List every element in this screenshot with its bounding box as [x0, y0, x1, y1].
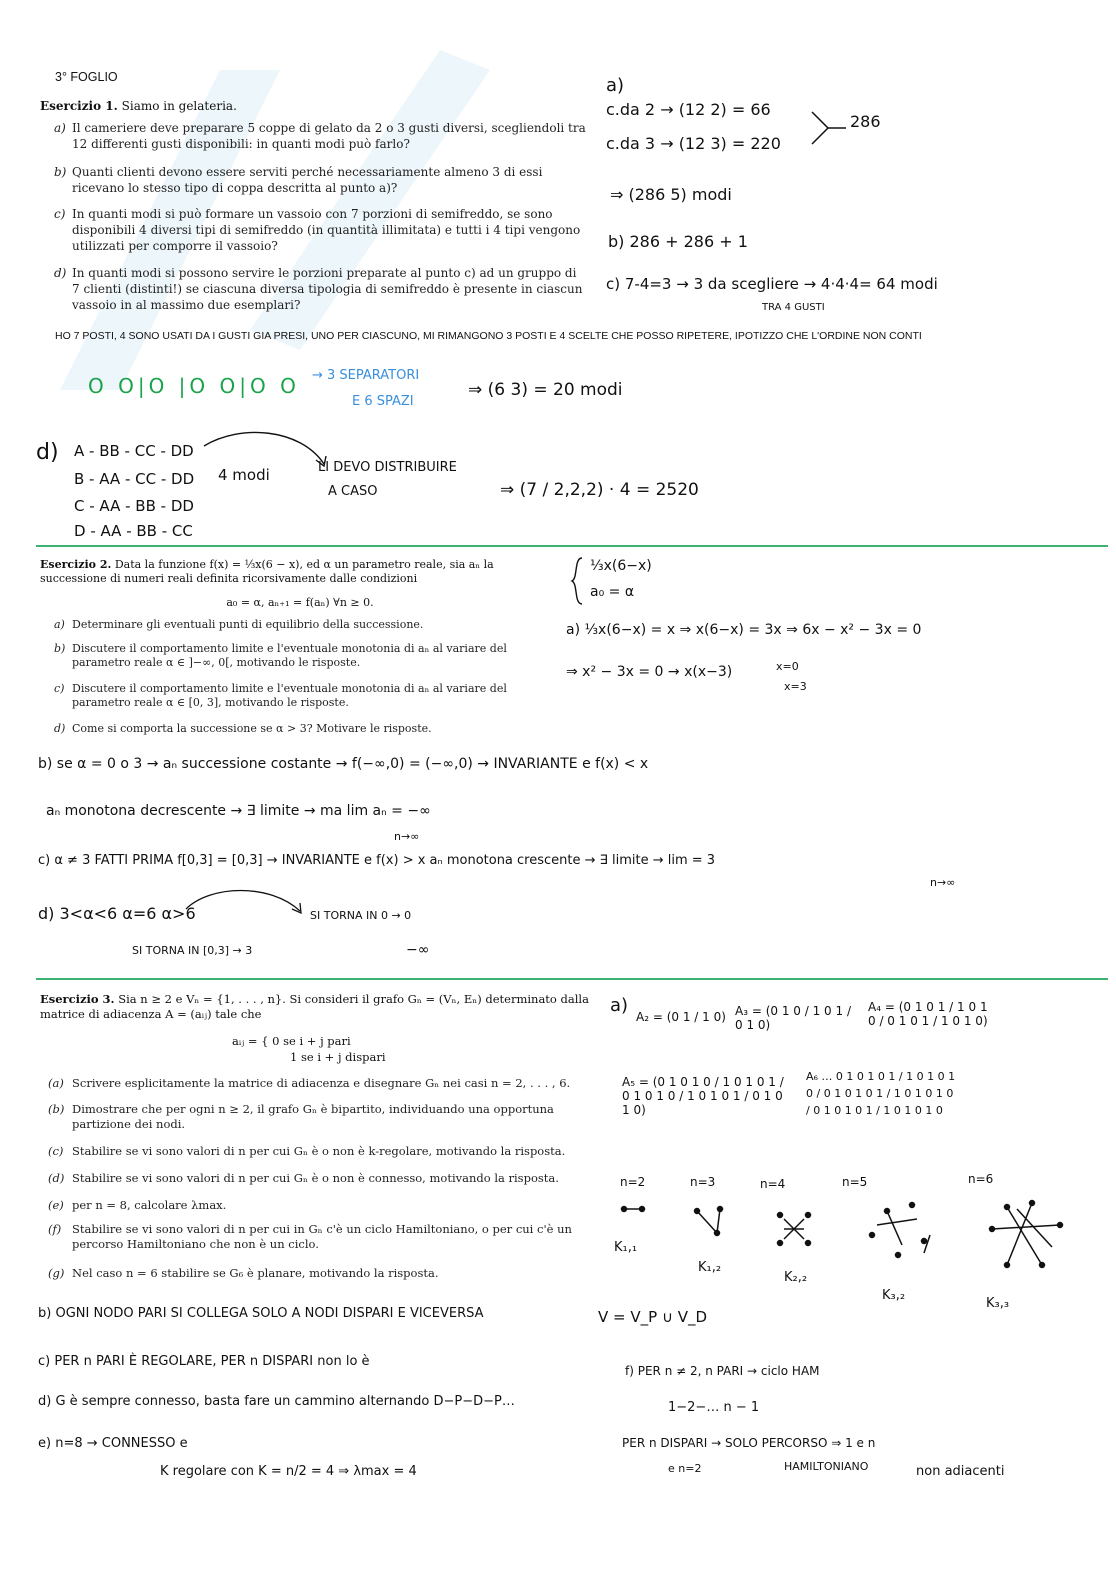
- system-brace-icon: [570, 556, 586, 606]
- item-text: Scrivere esplicitamente la matrice di adiacenza e disegnare Gₙ nei casi n = 2, . . . , 6.: [72, 1076, 571, 1090]
- ex2-hand-d: d) 3<α<6 α=6 α>6: [38, 904, 196, 923]
- exercise-2-item-a: [54, 618, 552, 632]
- item-text: Come si comporta la successione se α > 3? Motivare le risposte.: [72, 722, 432, 735]
- item-label: (a): [48, 1076, 64, 1090]
- item-text: Nel caso n = 6 stabilire se G₆ è planare, motivando la risposta.: [72, 1266, 439, 1280]
- ex3-hand-a-label: a): [610, 995, 629, 1016]
- ex3-hand-f6: non adiacenti: [916, 1464, 1005, 1479]
- item-text: Discutere il comportamento limite e l'eventuale monotonia di aₙ al variare del parametro reale α ∈ [0, 3], motivando le risposte.: [72, 682, 507, 709]
- ex3-hand-d: d) G è sempre connesso, basta fare un cammino alternando D−P−D−P…: [38, 1394, 515, 1409]
- exercise-2-item-d: [54, 722, 552, 736]
- exercise-3-title: Esercizio 3.: [40, 992, 115, 1006]
- graph-k-n2: K₁,₁: [614, 1240, 638, 1255]
- exercise-3-item-c: [48, 1144, 594, 1159]
- ex2-hand-d-r3: −∞: [406, 942, 430, 958]
- exercise-3-heading: [40, 992, 596, 1022]
- ex3-hand-f2: 1−2−… n − 1: [668, 1400, 760, 1415]
- item-label: c): [54, 682, 65, 695]
- exercise-3-formula-1: aᵢⱼ = { 0 se i + j pari: [232, 1034, 351, 1048]
- ex1-hand-a-line1: c.da 2 → (12 2) = 66: [606, 100, 771, 119]
- item-label: (f): [48, 1222, 62, 1236]
- arrow-icon: [180, 885, 310, 921]
- ex1-hand-a-label: a): [606, 75, 625, 96]
- item-text: Discutere il comportamento limite e l'eventuale monotonia di aₙ al variare del parametro reale α ∈ ]−∞, 0[, motivando le risposte.: [72, 642, 507, 669]
- exercise-1-heading: [40, 98, 590, 114]
- item-text: Stabilire se vi sono valori di n per cui Gₙ è o non è connesso, motivando la risposta.: [72, 1171, 559, 1185]
- ex1-hand-a-result: ⇒ (286 5) modi: [610, 185, 732, 204]
- section-divider: [36, 978, 1108, 980]
- section-divider: [36, 545, 1108, 547]
- ex2-hand-b2-sub: n→∞: [394, 830, 420, 843]
- matrix-a2: A₂ = (0 1 / 1 0): [636, 1010, 726, 1024]
- ex3-hand-b: b) OGNI NODO PARI SI COLLEGA SOLO A NODI DISPARI E VICEVERSA: [38, 1306, 484, 1321]
- item-text: Quanti clienti devono essere serviti perché necessariamente almeno 3 di essi ricevano lo stesso tipo di coppa descritta al punto a)?: [72, 165, 543, 195]
- item-label: b): [54, 642, 66, 655]
- ex1-hand-a-sum: 286: [850, 112, 881, 131]
- item-text: per n = 8, calcolare λmax.: [72, 1198, 227, 1212]
- ex2-hand-a-x3: x=3: [784, 680, 807, 693]
- item-text: Dimostrare che per ogni n ≥ 2, il grafo Gₙ è bipartito, individuando una opportuna partizione dei nodi.: [72, 1102, 554, 1131]
- ex1-note: HO 7 POSTI, 4 SONO USATI DA I GUSTI GIA PRESI, UNO PER CIASCUNO, MI RIMANGONO 3 POSTI E 4 SCELTE CHE POSSO RIPETERE, IPOTIZZO CHE L'ORDINE NON CONTI: [55, 330, 922, 342]
- item-label: a): [54, 618, 65, 631]
- item-label: d): [54, 722, 66, 735]
- exercise-3-intro: Sia n ≥ 2 e Vₙ = {1, . . . , n}. Si consideri il grafo Gₙ = (Vₙ, Eₙ) determinato dalla matrice di adiacenza A = (aᵢⱼ) tale che: [40, 992, 589, 1021]
- ex1-hand-c-sub: TRA 4 GUSTI: [762, 302, 825, 313]
- ex1-hand-d-line-4: D - AA - BB - CC: [74, 522, 193, 540]
- exercise-3-item-e: [48, 1198, 594, 1213]
- graph-label-n6: n=6: [968, 1172, 994, 1186]
- item-label: b): [54, 165, 67, 179]
- graph-k-n4: K₂,₂: [784, 1270, 808, 1285]
- matrix-a4: A₄ = (0 1 0 1 / 1 0 1 0 / 0 1 0 1 / 1 0 1 0): [868, 1000, 988, 1028]
- ex1-hand-d-modi: 4 modi: [218, 466, 270, 484]
- item-text: In quanti modi si possono servire le porzioni preparate al punto c) ad un gruppo di 7 clienti (distinti!) se ciascuna diversa tipologia di semifreddo è presente in ciascun vassoio in al massimo due esemplari?: [72, 266, 583, 312]
- exercise-2-intro: Data la funzione f(x) = ⅓x(6 − x), ed α un parametro reale, sia aₙ la successione di numeri reali definita ricorsivamente dalle condizioni: [40, 558, 494, 585]
- matrix-a3: A₃ = (0 1 0 / 1 0 1 / 0 1 0): [735, 1004, 851, 1032]
- ex1-hand-d-line-2: B - AA - CC - DD: [74, 470, 195, 488]
- page-title: 3° FOGLIO: [55, 70, 118, 84]
- graph-sketches: [612, 1195, 1082, 1285]
- item-label: (g): [48, 1266, 65, 1280]
- ex2-hand-a2: ⇒ x² − 3x = 0 → x(x−3): [566, 664, 733, 680]
- exercise-1-item-d: [54, 265, 587, 313]
- brace-icon: [810, 108, 850, 148]
- exercise-2-title: Esercizio 2.: [40, 558, 112, 571]
- ex2-hand-b1: b) se α = 0 o 3 → aₙ successione costante → f(−∞,0) = (−∞,0) → INVARIANTE e f(x) < x: [38, 756, 649, 772]
- ex1-hand-d-result: ⇒ (7 / 2,2,2) · 4 = 2520: [500, 480, 699, 500]
- matrix-a5: A₅ = (0 1 0 1 0 / 1 0 1 0 1 / 0 1 0 1 0 / 1 0 1 0 1 / 0 1 0 1 0): [622, 1075, 784, 1117]
- item-label: (d): [48, 1171, 65, 1185]
- item-label: (e): [48, 1198, 64, 1212]
- item-label: (b): [48, 1102, 65, 1116]
- graph-label-n2: n=2: [620, 1175, 646, 1189]
- exercise-1-intro: Siamo in gelateria.: [121, 99, 237, 113]
- exercise-3-item-f: [48, 1222, 594, 1252]
- separator-note-2: E 6 SPAZI: [352, 394, 414, 409]
- item-text: In quanti modi si può formare un vassoio con 7 porzioni di semifreddo, se sono disponibili 4 diversi tipi di semifreddo (in quantità illimitata) e tutti i 4 tipi vengono utilizzati per comporre il vassoio?: [72, 207, 581, 253]
- exercise-2-item-c: [54, 682, 552, 710]
- stars-and-bars: O O|O |O O|O O: [88, 374, 300, 398]
- exercise-1-title: Esercizio 1.: [40, 99, 118, 113]
- ex3-hand-f4: e n=2: [668, 1462, 702, 1475]
- exercise-3-formula-2: 1 se i + j dispari: [290, 1050, 386, 1064]
- ex2-hand-a1: a) ⅓x(6−x) = x ⇒ x(6−x) = 3x ⇒ 6x − x² − 3x = 0: [566, 622, 922, 638]
- ex2-hand-a-x0: x=0: [776, 660, 799, 673]
- item-label: (c): [48, 1144, 64, 1158]
- item-label: a): [54, 121, 66, 135]
- arrow-icon: [200, 428, 330, 472]
- ex2-hand-sys1: ⅓x(6−x): [590, 558, 652, 574]
- ex2-hand-sys2: a₀ = α: [590, 584, 635, 600]
- ex2-hand-d-r2: SI TORNA IN [0,3] → 3: [132, 944, 253, 957]
- ex1-hand-d-dist2: A CASO: [328, 484, 378, 499]
- ex3-hand-e2: K regolare con K = n/2 = 4 ⇒ λmax = 4: [160, 1464, 417, 1479]
- ex1-hand-d-line-3: C - AA - BB - DD: [74, 497, 194, 515]
- item-label: d): [54, 266, 67, 280]
- stars-result: ⇒ (6 3) = 20 modi: [468, 380, 623, 400]
- item-text: Il cameriere deve preparare 5 coppe di gelato da 2 o 3 gusti diversi, scegliendoli tra 12 differenti gusti disponibili: in quanti modi può farlo?: [72, 121, 586, 151]
- item-text: Stabilire se vi sono valori di n per cui in Gₙ c'è un ciclo Hamiltoniano, o per cui c'è un percorso Hamiltoniano che non è un ciclo.: [72, 1222, 572, 1251]
- ex3-hand-b-v: V = V_P ∪ V_D: [598, 1308, 707, 1326]
- ex1-hand-d-dist1: LI DEVO DISTRIBUIRE: [318, 460, 457, 475]
- item-text: Stabilire se vi sono valori di n per cui Gₙ è o non è k-regolare, motivando la risposta.: [72, 1144, 566, 1158]
- exercise-3-item-b: [48, 1102, 594, 1132]
- exercise-1-item-a: [54, 120, 587, 152]
- exercise-3-item-a: [48, 1076, 594, 1091]
- graph-label-n3: n=3: [690, 1175, 716, 1189]
- exercise-1-item-c: [54, 206, 587, 254]
- ex2-hand-d-r1: SI TORNA IN 0 → 0: [310, 909, 412, 922]
- exercise-3-item-d: [48, 1171, 594, 1186]
- matrix-a6: A₆ … 0 1 0 1 0 1 / 1 0 1 0 1 0 / 0 1 0 1 0 1 / 1 0 1 0 1 0 / 0 1 0 1 0 1 / 1 0 1 0 1 0: [806, 1070, 956, 1117]
- ex1-hand-a-line2: c.da 3 → (12 3) = 220: [606, 134, 781, 153]
- item-text: Determinare gli eventuali punti di equilibrio della successione.: [72, 618, 424, 631]
- ex1-hand-d-label: d): [36, 440, 59, 465]
- ex3-hand-e1: e) n=8 → CONNESSO e: [38, 1436, 188, 1451]
- ex2-hand-b2: aₙ monotona decrescente → ∃ limite → ma lim aₙ = −∞: [46, 803, 431, 819]
- graph-label-n5: n=5: [842, 1175, 868, 1189]
- exercise-3-item-g: [48, 1266, 594, 1281]
- separator-note-1: → 3 SEPARATORI: [312, 368, 420, 383]
- ex3-hand-f1: f) PER n ≠ 2, n PARI → ciclo HAM: [625, 1364, 820, 1378]
- graph-k-n5: K₃,₂: [882, 1288, 906, 1303]
- ex3-hand-f3: PER n DISPARI → SOLO PERCORSO ⇒ 1 e n: [622, 1436, 876, 1450]
- ex3-hand-c: c) PER n PARI È REGOLARE, PER n DISPARI non lo è: [38, 1354, 370, 1369]
- ex3-hand-f5: HAMILTONIANO: [784, 1460, 869, 1473]
- ex1-hand-c: c) 7-4=3 → 3 da scegliere → 4·4·4= 64 modi: [606, 275, 938, 293]
- ex1-hand-d-line-1: A - BB - CC - DD: [74, 442, 194, 460]
- graph-k-n3: K₁,₂: [698, 1260, 722, 1275]
- exercise-1-item-b: [54, 164, 587, 196]
- graph-k-n6: K₃,₃: [986, 1296, 1010, 1311]
- exercise-2-heading: [40, 558, 552, 586]
- ex2-hand-c-sub: n→∞: [930, 876, 956, 889]
- item-label: c): [54, 207, 66, 221]
- ex1-hand-b: b) 286 + 286 + 1: [608, 232, 748, 251]
- exercise-2-item-b: [54, 642, 552, 670]
- graph-label-n4: n=4: [760, 1177, 786, 1191]
- exercise-2-formula: a₀ = α, aₙ₊₁ = f(aₙ) ∀n ≥ 0.: [226, 596, 374, 609]
- ex2-hand-c: c) α ≠ 3 FATTI PRIMA f[0,3] = [0,3] → INVARIANTE e f(x) > x aₙ monotona crescente → ∃ limite → lim = 3: [38, 853, 716, 868]
